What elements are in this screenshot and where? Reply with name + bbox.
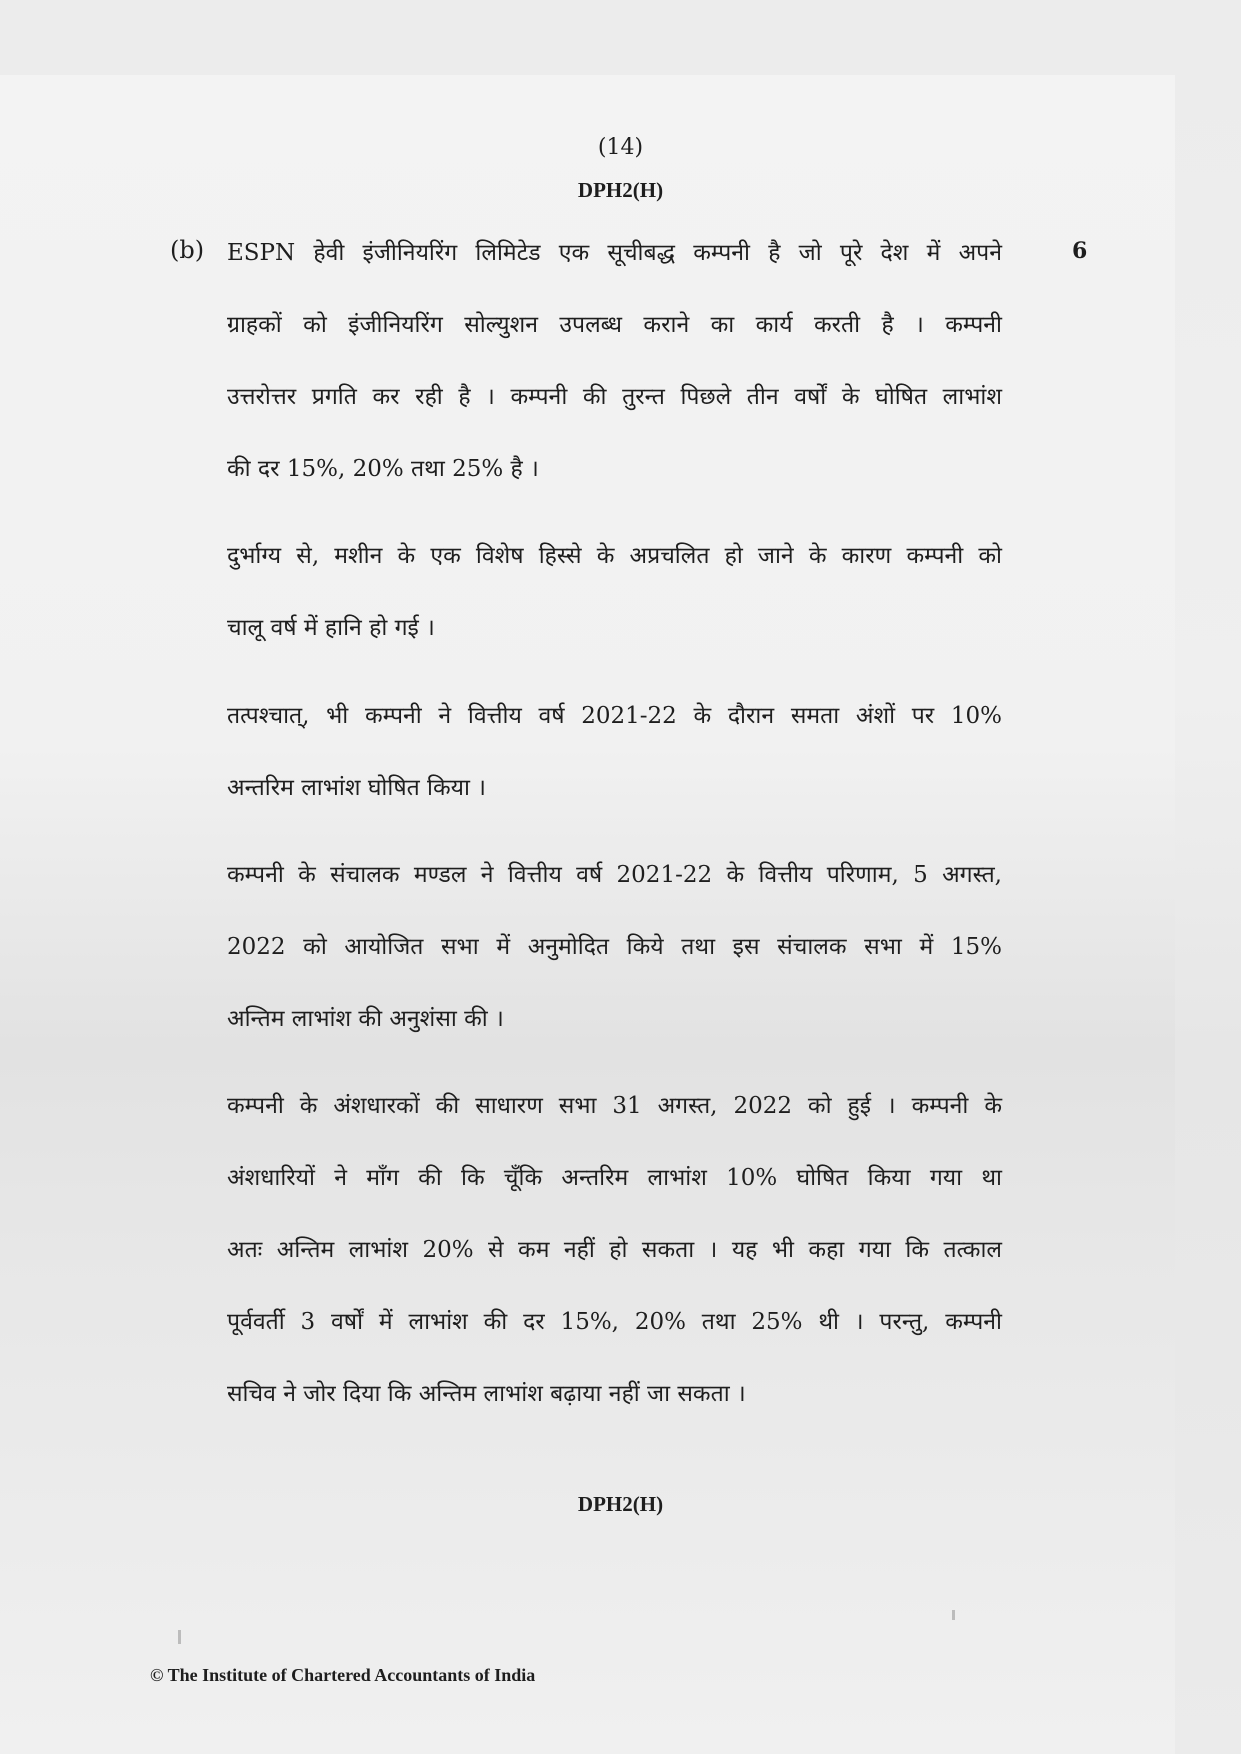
question-text-line: अंशधारियों ने माँग की कि चूँकि अन्तरिम लाभांश 10% घोषित किया गया था xyxy=(227,1165,1002,1191)
question-text-line: पूर्ववर्ती 3 वर्षों में लाभांश की दर 15%, 20% तथा 25% थी । परन्तु, कम्पनी xyxy=(227,1309,1002,1335)
scan-speck xyxy=(178,1630,181,1644)
paper-code-header: DPH2(H) xyxy=(577,178,664,202)
question-text-line: कम्पनी के संचालक मण्डल ने वित्तीय वर्ष 2021-22 के वित्तीय परिणाम, 5 अगस्त, xyxy=(227,862,1002,888)
question-text-line: ग्राहकों को इंजीनियरिंग सोल्युशन उपलब्ध कराने का कार्य करती है । कम्पनी xyxy=(227,312,1002,338)
page-number: (14) xyxy=(597,135,644,160)
question-text-line: चालू वर्ष में हानि हो गई । xyxy=(227,615,435,641)
question-text-line: सचिव ने जोर दिया कि अन्तिम लाभांश बढ़ाया नहीं जा सकता । xyxy=(227,1381,746,1407)
scan-speck xyxy=(952,1610,955,1620)
question-text-line: दुर्भाग्य से, मशीन के एक विशेष हिस्से के अप्रचलित हो जाने के कारण कम्पनी को xyxy=(227,543,1002,569)
copyright-notice: © The Institute of Chartered Accountants of India xyxy=(150,1665,536,1685)
question-text-line: 2022 को आयोजित सभा में अनुमोदित किये तथा इस संचालक सभा में 15% xyxy=(227,934,1002,960)
question-text-line: की दर 15%, 20% तथा 25% है । xyxy=(227,456,539,482)
question-text-line: कम्पनी के अंशधारकों की साधारण सभा 31 अगस्त, 2022 को हुई । कम्पनी के xyxy=(227,1093,1002,1119)
question-marks: 6 xyxy=(1072,238,1088,264)
question-text-line: उत्तरोत्तर प्रगति कर रही है । कम्पनी की तुरन्त पिछले तीन वर्षों के घोषित लाभांश xyxy=(227,384,1002,410)
question-label: (b) xyxy=(170,236,205,264)
paper-code-footer: DPH2(H) xyxy=(577,1492,664,1516)
question-text-line: अतः अन्तिम लाभांश 20% से कम नहीं हो सकता । यह भी कहा गया कि तत्काल xyxy=(227,1237,1002,1263)
question-text-line: तत्पश्चात्, भी कम्पनी ने वित्तीय वर्ष 2021-22 के दौरान समता अंशों पर 10% xyxy=(227,703,1002,729)
question-text-line: अन्तरिम लाभांश घोषित किया । xyxy=(227,775,486,801)
question-text-line: ESPN हेवी इंजीनियरिंग लिमिटेड एक सूचीबद्ध कम्पनी है जो पूरे देश में अपने xyxy=(227,240,1002,266)
question-text-line: अन्तिम लाभांश की अनुशंसा की । xyxy=(227,1006,504,1032)
